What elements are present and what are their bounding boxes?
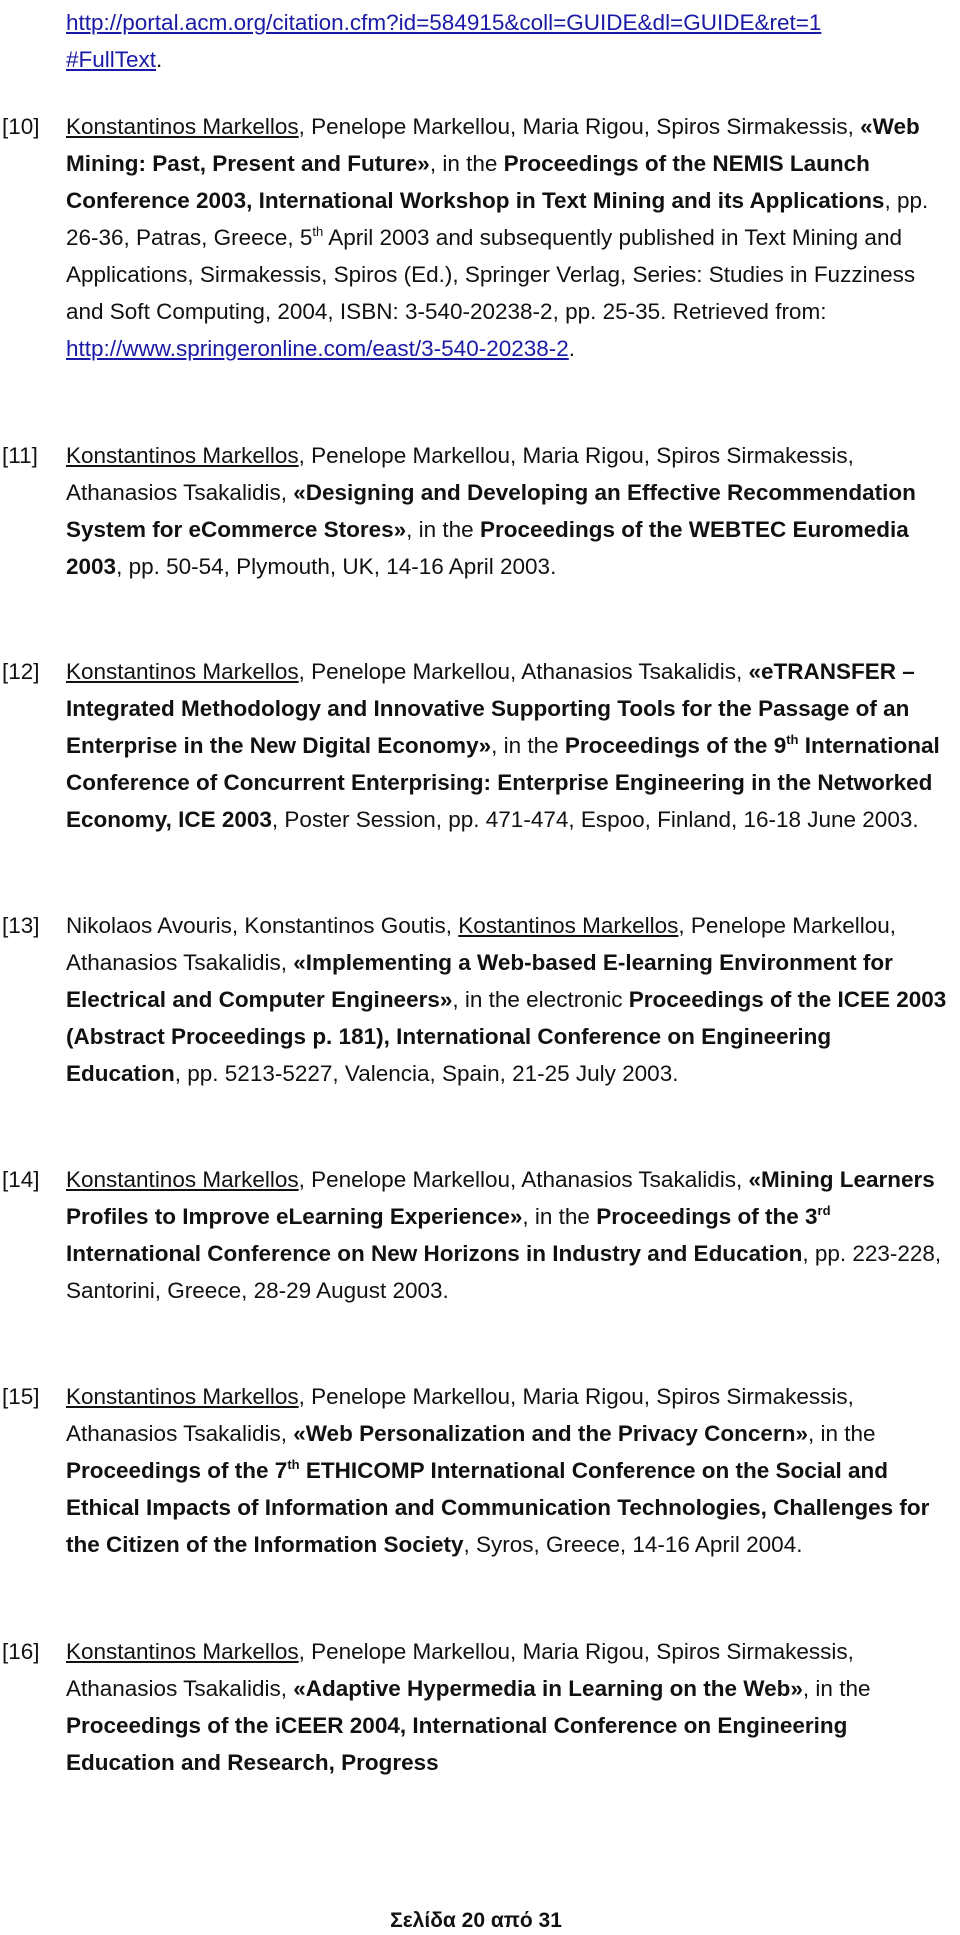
reference-number: [14] <box>2 1167 40 1192</box>
authors-leading: Nikolaos Avouris, Konstantinos Goutis, <box>66 913 459 938</box>
paper-title: «Designing and Developing an Effective Recommendation System for eCommerce Stores» <box>66 480 916 542</box>
authors: , Penelope Markellou, Athanasios Tsakalidis, <box>66 913 897 975</box>
ordinal-suffix: th <box>287 1457 300 1472</box>
venue-continued: International Conference of Concurrent Enterprising: Enterprise Engineering in the Networked Economy, ICE 2003 <box>66 733 940 832</box>
venue: Proceedings of the WEBTEC Euromedia 2003 <box>66 517 909 579</box>
connector: , in the <box>491 733 565 758</box>
author-underlined: Konstantinos Markellos <box>66 659 299 684</box>
paper-title: «Web Personalization and the Privacy Concern» <box>293 1421 808 1446</box>
reference-number: [10] <box>2 114 40 139</box>
authors: , Penelope Markellou, Athanasios Tsakalidis, <box>298 1167 749 1192</box>
details: , pp. 50-54, Plymouth, UK, 14-16 April 2003. <box>116 554 557 579</box>
reference-number: [11] <box>2 443 38 468</box>
venue: Proceedings of the ICEE 2003 (Abstract Proceedings p. 181), International Conference on Engineering Education <box>66 987 947 1086</box>
connector: , in the <box>429 151 504 176</box>
page-footer <box>0 1908 960 1934</box>
reference-11-body <box>66 437 951 585</box>
paper-title: «Implementing a Web-based E-learning Environment for Electrical and Computer Engineers» <box>66 950 893 1012</box>
author-underlined: Kostantinos Markellos <box>458 913 679 938</box>
details: , Syros, Greece, 14-16 April 2004. <box>463 1532 803 1557</box>
author-underlined: Konstantinos Markellos <box>66 1384 299 1409</box>
venue: Proceedings of the iCEER 2004, International Conference on Engineering Education and Research, Progress <box>66 1713 848 1775</box>
reference-number: [12] <box>2 659 40 684</box>
reference-13-body <box>66 907 951 1092</box>
connector: , in the <box>807 1421 876 1446</box>
venue: Proceedings of the NEMIS Launch Conference 2003, International Workshop in Text Mining and its Applications <box>66 151 885 213</box>
details: , pp. 5213-5227, Valencia, Spain, 21-25 July 2003. <box>174 1061 679 1086</box>
reference-number: [13] <box>2 913 40 938</box>
paper-title: «Web Mining: Past, Present and Future» <box>66 114 920 176</box>
authors: , Penelope Markellou, Maria Rigou, Spiros Sirmakessis, Athanasios Tsakalidis, <box>66 1384 854 1446</box>
author-underlined: Konstantinos Markellos <box>66 114 299 139</box>
connector: , in the <box>802 1676 871 1701</box>
reference-number: [15] <box>2 1384 40 1409</box>
acm-portal-link[interactable]: http://portal.acm.org/citation.cfm?id=584915&coll=GUIDE&dl=GUIDE&ret=1 <box>66 10 822 35</box>
authors: , Penelope Markellou, Maria Rigou, Spiros Sirmakessis, Athanasios Tsakalidis, <box>66 443 854 505</box>
link-trailing-period: . <box>156 47 163 72</box>
details: , pp. 223-228, Santorini, Greece, 28-29 August 2003. <box>66 1241 942 1303</box>
reference-16-body <box>66 1633 951 1781</box>
ordinal-suffix: th <box>312 224 324 239</box>
ordinal-suffix: rd <box>817 1203 831 1218</box>
reference-12-body <box>66 653 951 838</box>
page-number-label: Σελίδα 20 από 31 <box>390 1909 562 1932</box>
paper-title: «eTRANSFER – Integrated Methodology and Innovative Supporting Tools for the Passage of an Enterprise in the New Digital Economy» <box>66 659 915 758</box>
authors: , Penelope Markellou, Maria Rigou, Spiros Sirmakessis, <box>298 114 861 139</box>
author-underlined: Konstantinos Markellos <box>66 443 299 468</box>
reference-9-body <box>66 4 960 78</box>
venue: Proceedings of the 7 <box>66 1458 288 1483</box>
details-continued: April 2003 and subsequently published in Text Mining and Applications, Sirmakessis, Spiros (Ed.), Springer Verlag, Series: Studies in Fuzziness and Soft Computing, 2004, ISBN: 3-540-20238-2, pp. 25-35. Retrieved from: <box>66 225 916 324</box>
link-trailing-period: . <box>568 336 576 361</box>
venue-continued: ETHICOMP International Conference on the Social and Ethical Impacts of Information and Communication Technologies, Challenges for the Citizen of the Information Society <box>66 1458 930 1557</box>
venue: Proceedings of the 3 <box>596 1204 818 1229</box>
reference-number: [16] <box>2 1639 40 1664</box>
author-underlined: Konstantinos Markellos <box>66 1639 299 1664</box>
reference-15-body <box>66 1378 951 1563</box>
reference-10-body <box>66 108 951 367</box>
connector: , in the <box>522 1204 597 1229</box>
connector: , in the electronic <box>452 987 629 1012</box>
acm-portal-link-fragment[interactable]: #FullText <box>66 47 157 72</box>
details: , pp. 26-36, Patras, Greece, 5 <box>66 188 929 250</box>
venue-continued: International Conference on New Horizons in Industry and Education <box>66 1241 803 1266</box>
author-underlined: Konstantinos Markellos <box>66 1167 299 1192</box>
connector: , in the <box>406 517 480 542</box>
details: , Poster Session, pp. 471-474, Espoo, Finland, 16-18 June 2003. <box>271 807 919 832</box>
paper-title: «Mining Learners Profiles to Improve eLearning Experience» <box>66 1167 935 1229</box>
ordinal-suffix: th <box>786 732 799 747</box>
reference-14-body <box>66 1161 951 1309</box>
venue: Proceedings of the 9 <box>564 733 787 758</box>
authors: , Penelope Markellou, Athanasios Tsakalidis, <box>298 659 749 684</box>
authors: , Penelope Markellou, Maria Rigou, Spiros Sirmakessis, Athanasios Tsakalidis, <box>66 1639 854 1701</box>
springer-link[interactable]: http://www.springeronline.com/east/3-540-20238-2 <box>66 336 569 361</box>
paper-title: «Adaptive Hypermedia in Learning on the Web» <box>293 1676 803 1701</box>
